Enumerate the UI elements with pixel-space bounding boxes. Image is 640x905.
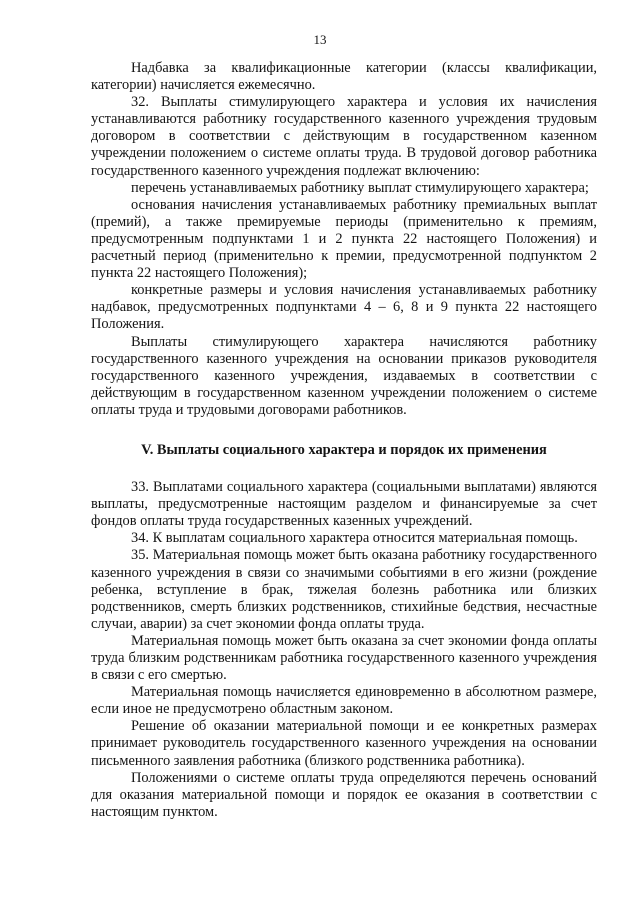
document-body [91, 60, 597, 821]
page-number: 13 [313, 32, 327, 47]
paragraph: 33. Выплатами социального характера (социальными выплатами) являются выплаты, предусмотренные настоящим разделом и финансируемые за счет фондов оплаты труда государственных казенных учреждений. [91, 479, 597, 530]
section-heading: V. Выплаты социального характера и порядок их применения [141, 441, 547, 458]
paragraph: 34. К выплатам социального характера относится материальная помощь. [131, 530, 578, 547]
paragraph: конкретные размеры и условия начисления устанавливаемых работнику надбавок, предусмотренных подпунктами 4 – 6, 8 и 9 пункта 22 настоящего Положения. [91, 282, 597, 333]
paragraph: Надбавка за квалификационные категории (классы квалификации, категории) начисляется ежемесячно. [91, 60, 597, 94]
paragraph: Решение об оказании материальной помощи и ее конкретных размерах принимает руководитель государственного казенного учреждения на основании письменного заявления работника (близкого родственника работника). [91, 718, 597, 769]
paragraph: Материальная помощь начисляется единовременно в абсолютном размере, если иное не предусмотрено областным законом. [91, 684, 597, 718]
paragraph: Выплаты стимулирующего характера начисляются работнику государственного казенного учреждения на основании приказов руководителя государственного казенного учреждения, издаваемых в соответствии с действующим в государственном казенном учреждении положением о системе оплаты труда и трудовыми договорами работников. [91, 333, 597, 418]
paragraph: основания начисления устанавливаемых работнику премиальных выплат (премий), а также премируемые периоды (применительно к премиям, предусмотренным подпунктами 1 и 2 пункта 22 настоящего Положения) и расчетный период (применительно к премии, предусмотренной подпунктом 2 пункта 22 настоящего Положения); [91, 196, 597, 282]
paragraph: 35. Материальная помощь может быть оказана работнику государственного казенного учреждения в связи со значимыми событиями в его жизни (рождение ребенка, вступление в брак, тяжелая болезнь работника или близких родственников, смерть близких родственников, стихийные бедствия, несчастные случаи, аварии) за счет экономии фонда оплаты труда. [91, 547, 597, 632]
paragraph: Материальная помощь может быть оказана за счет экономии фонда оплаты труда близким родственникам работника государственного казенного учреждения в связи с его смертью. [91, 632, 597, 684]
paragraph: 32. Выплаты стимулирующего характера и условия их начисления устанавливаются работнику государственного казенного учреждения трудовым договором в соответствии с действующим в государственном казенном учреждении положением о системе оплаты труда. В трудовой договор работника государственного казенного учреждения подлежат включению: [91, 94, 597, 179]
paragraph: перечень устанавливаемых работнику выплат стимулирующего характера; [131, 179, 589, 196]
paragraph: Положениями о системе оплаты труда определяются перечень оснований для оказания материальной помощи и порядок ее оказания в соответствии с настоящим пунктом. [91, 769, 597, 820]
